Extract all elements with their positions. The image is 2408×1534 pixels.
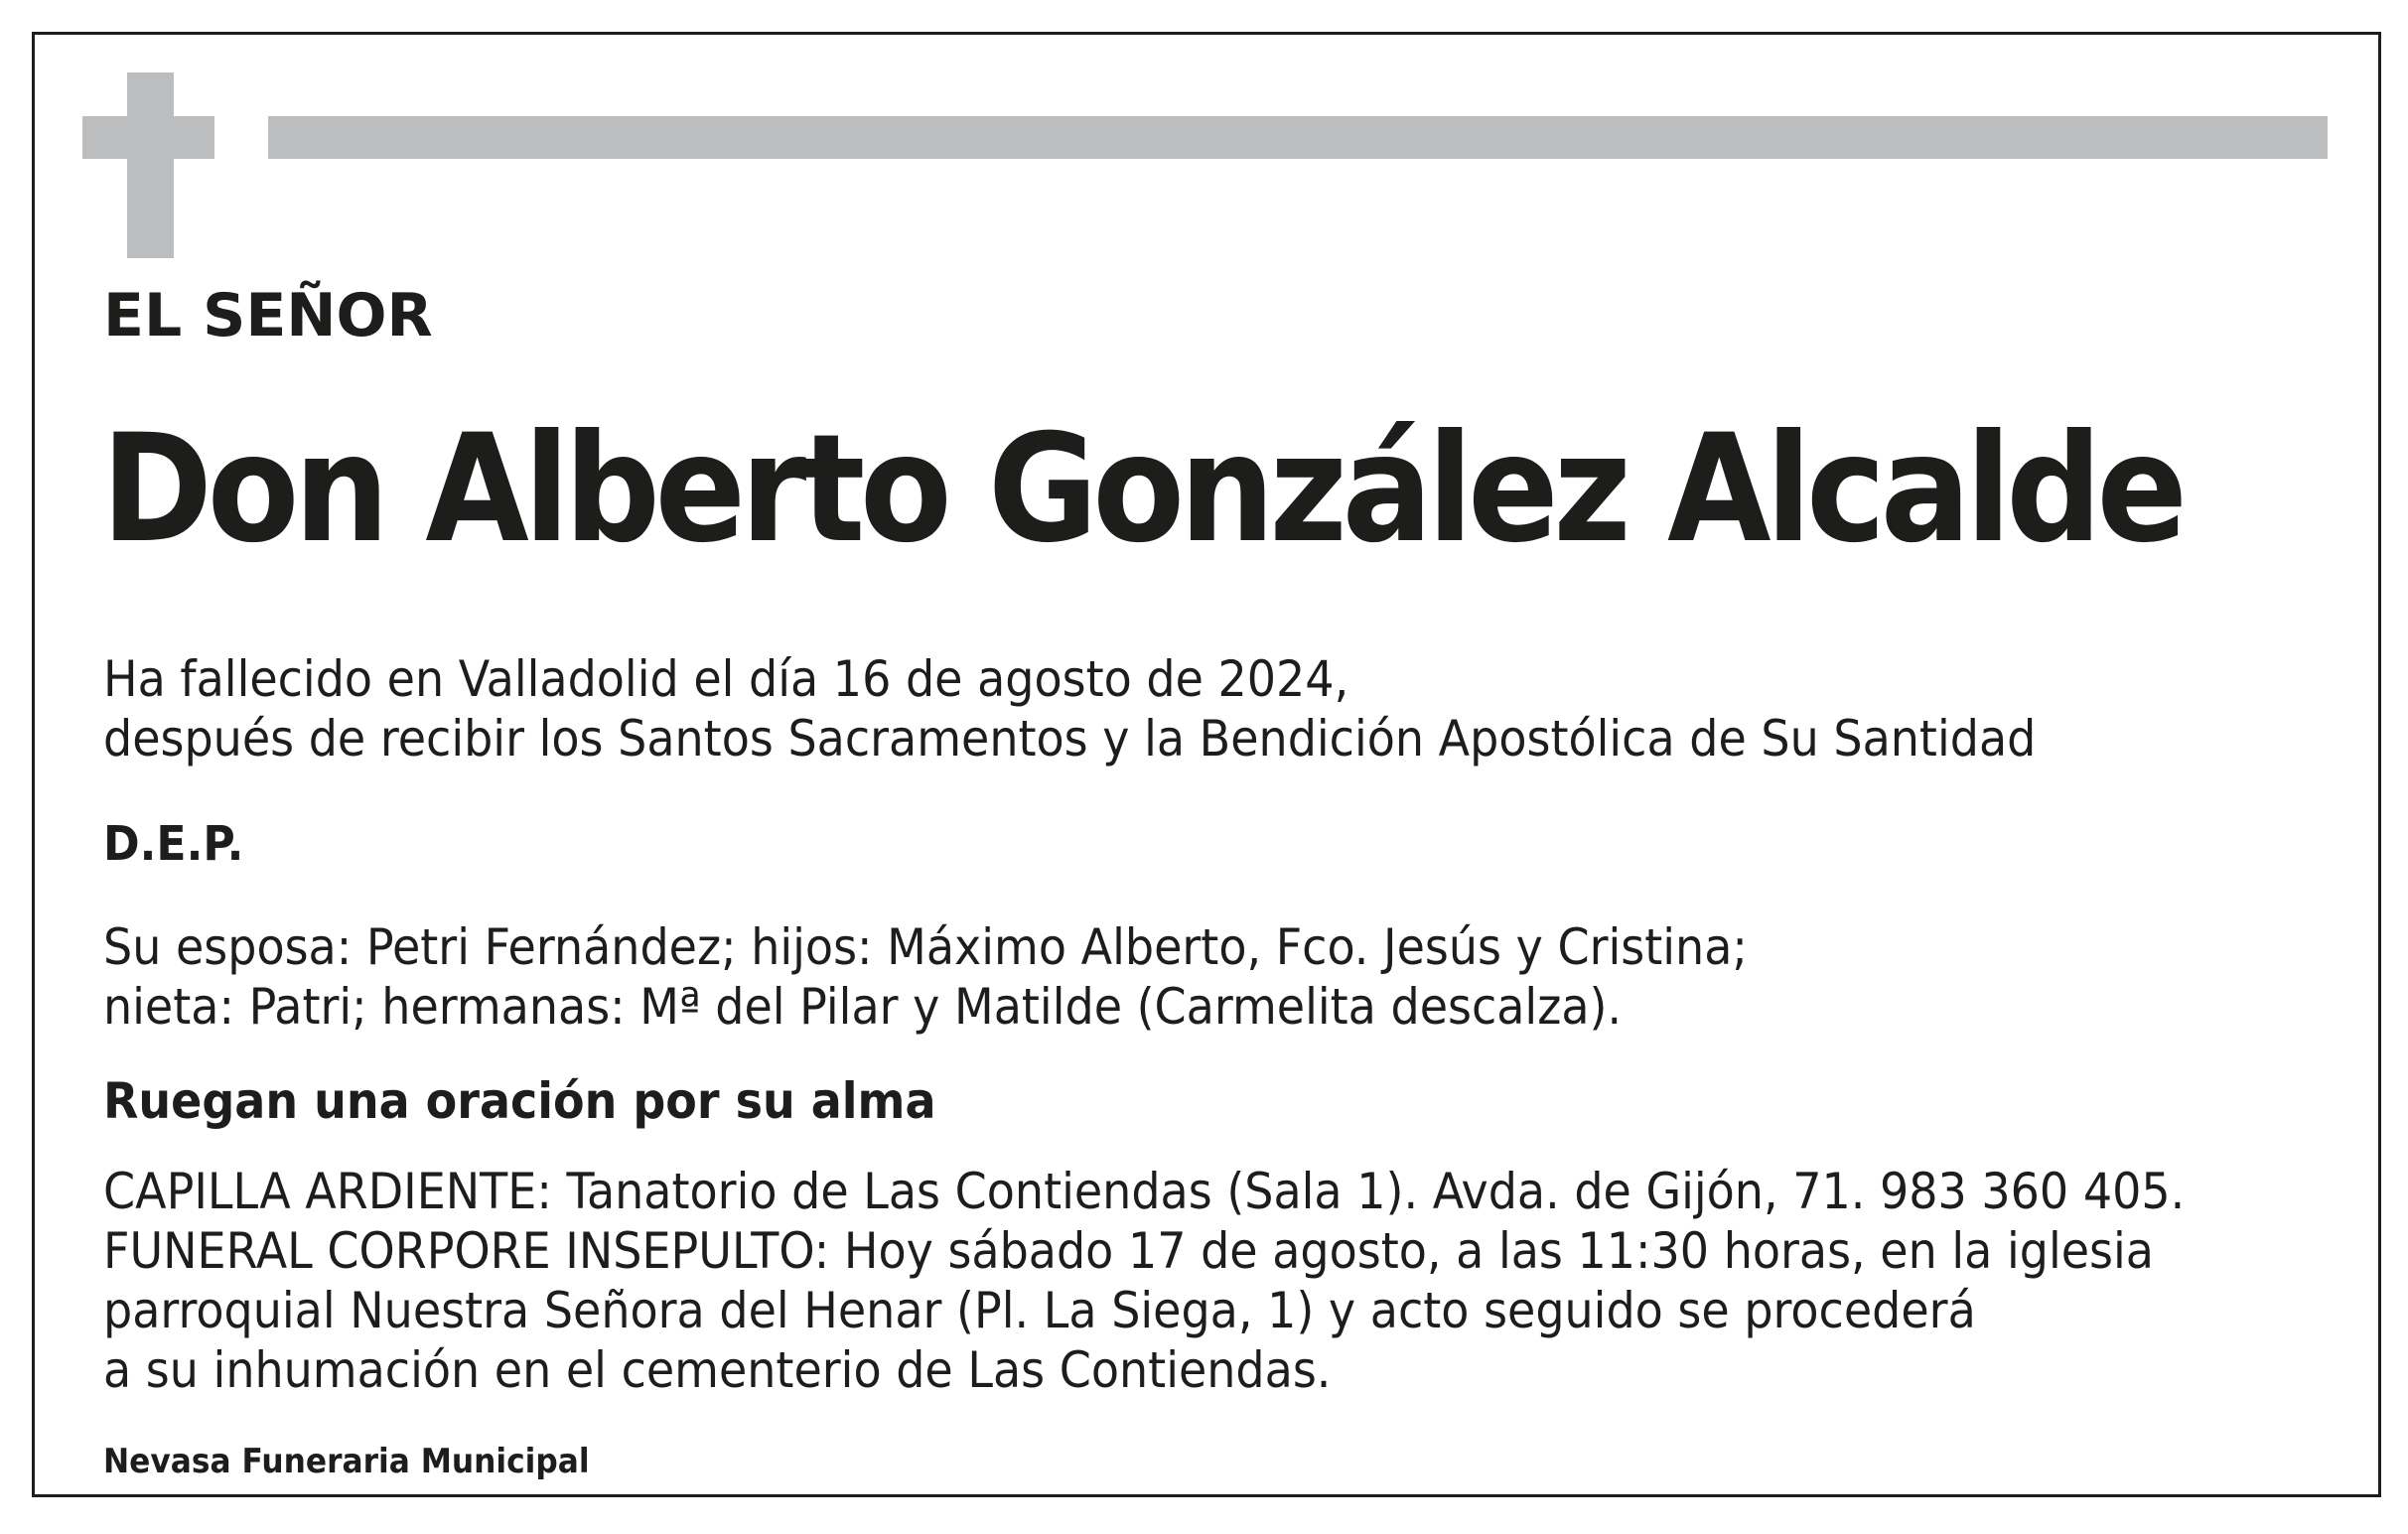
details-line: a su inhumación en el cementerio de Las Contiendas. — [103, 1341, 1332, 1399]
details-line: FUNERAL CORPORE INSEPULTO: Hoy sábado 17 de agosto, a las 11:30 horas, en la iglesia — [103, 1222, 2154, 1280]
announcement-line: Ha fallecido en Valladolid el día 16 de agosto de 2024, — [103, 650, 1349, 708]
deceased-name: Don Alberto González Alcalde — [101, 403, 2183, 576]
details-line: CAPILLA ARDIENTE: Tanatorio de Las Contiendas (Sala 1). Avda. de Gijón, 71. 983 360 405. — [103, 1163, 2186, 1220]
rest-in-peace: D.E.P. — [103, 816, 244, 872]
family-line: nieta: Patri; hermanas: Mª del Pilar y Matilde (Carmelita descalza). — [103, 978, 1623, 1036]
announcement-line: después de recibir los Santos Sacramentos y la Bendición Apostólica de Su Santidad — [103, 710, 2037, 767]
honorific-overline: EL SEÑOR — [103, 281, 433, 350]
funeral-home-signature: Nevasa Funeraria Municipal — [103, 1442, 590, 1481]
prayer-request: Ruegan una oración por su alma — [103, 1072, 936, 1130]
family-line: Su esposa: Petri Fernández; hijos: Máximo Alberto, Fco. Jesús y Cristina; — [103, 918, 1748, 976]
header-rule — [268, 116, 2328, 159]
family-list — [103, 917, 1748, 1037]
cross-vertical-bar — [127, 72, 174, 258]
details-line: parroquial Nuestra Señora del Henar (Pl. La Siega, 1) y acto seguido se procederá — [103, 1282, 1976, 1339]
funeral-details — [103, 1162, 2185, 1400]
death-announcement — [103, 649, 2036, 768]
cross-horizontal-bar — [82, 116, 214, 159]
